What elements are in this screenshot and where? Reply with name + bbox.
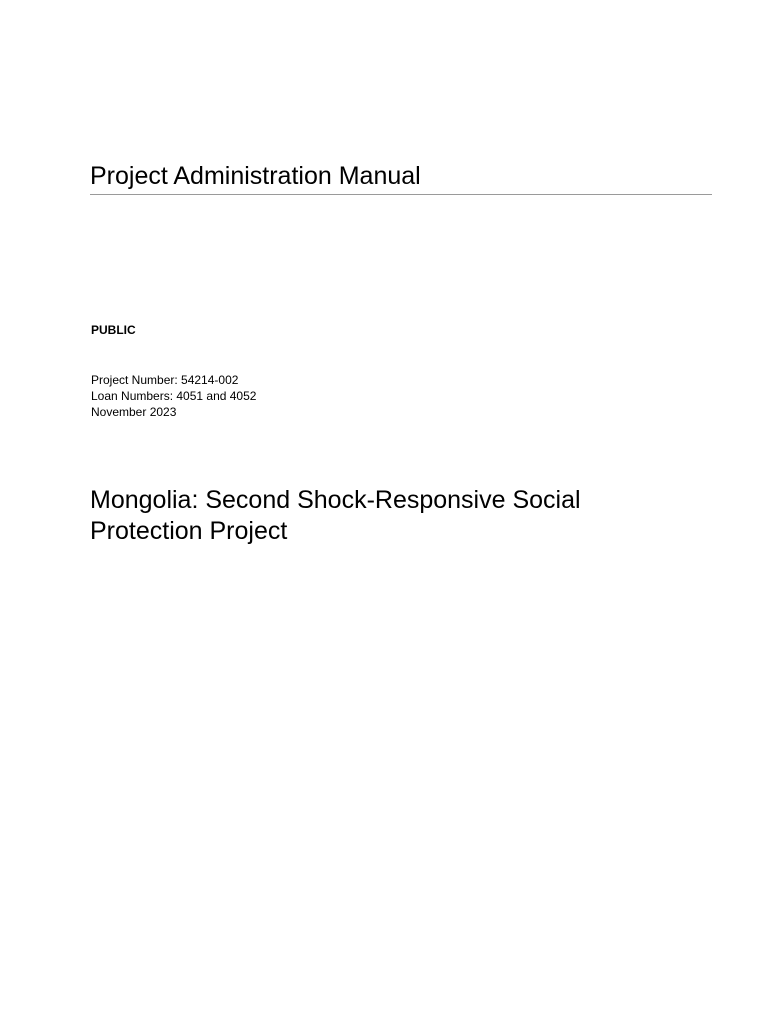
project-name [90,485,690,547]
document-title: Project Administration Manual [90,162,421,190]
document-metadata [91,372,256,420]
project-name-line-2: Protection Project [90,517,288,545]
document-date: November 2023 [91,405,177,419]
title-divider [90,194,712,195]
project-number: Project Number: 54214-002 [91,373,239,387]
project-name-line-1: Mongolia: Second Shock-Responsive Social [90,486,581,514]
classification-label: PUBLIC [91,323,136,337]
loan-numbers: Loan Numbers: 4051 and 4052 [91,389,257,403]
